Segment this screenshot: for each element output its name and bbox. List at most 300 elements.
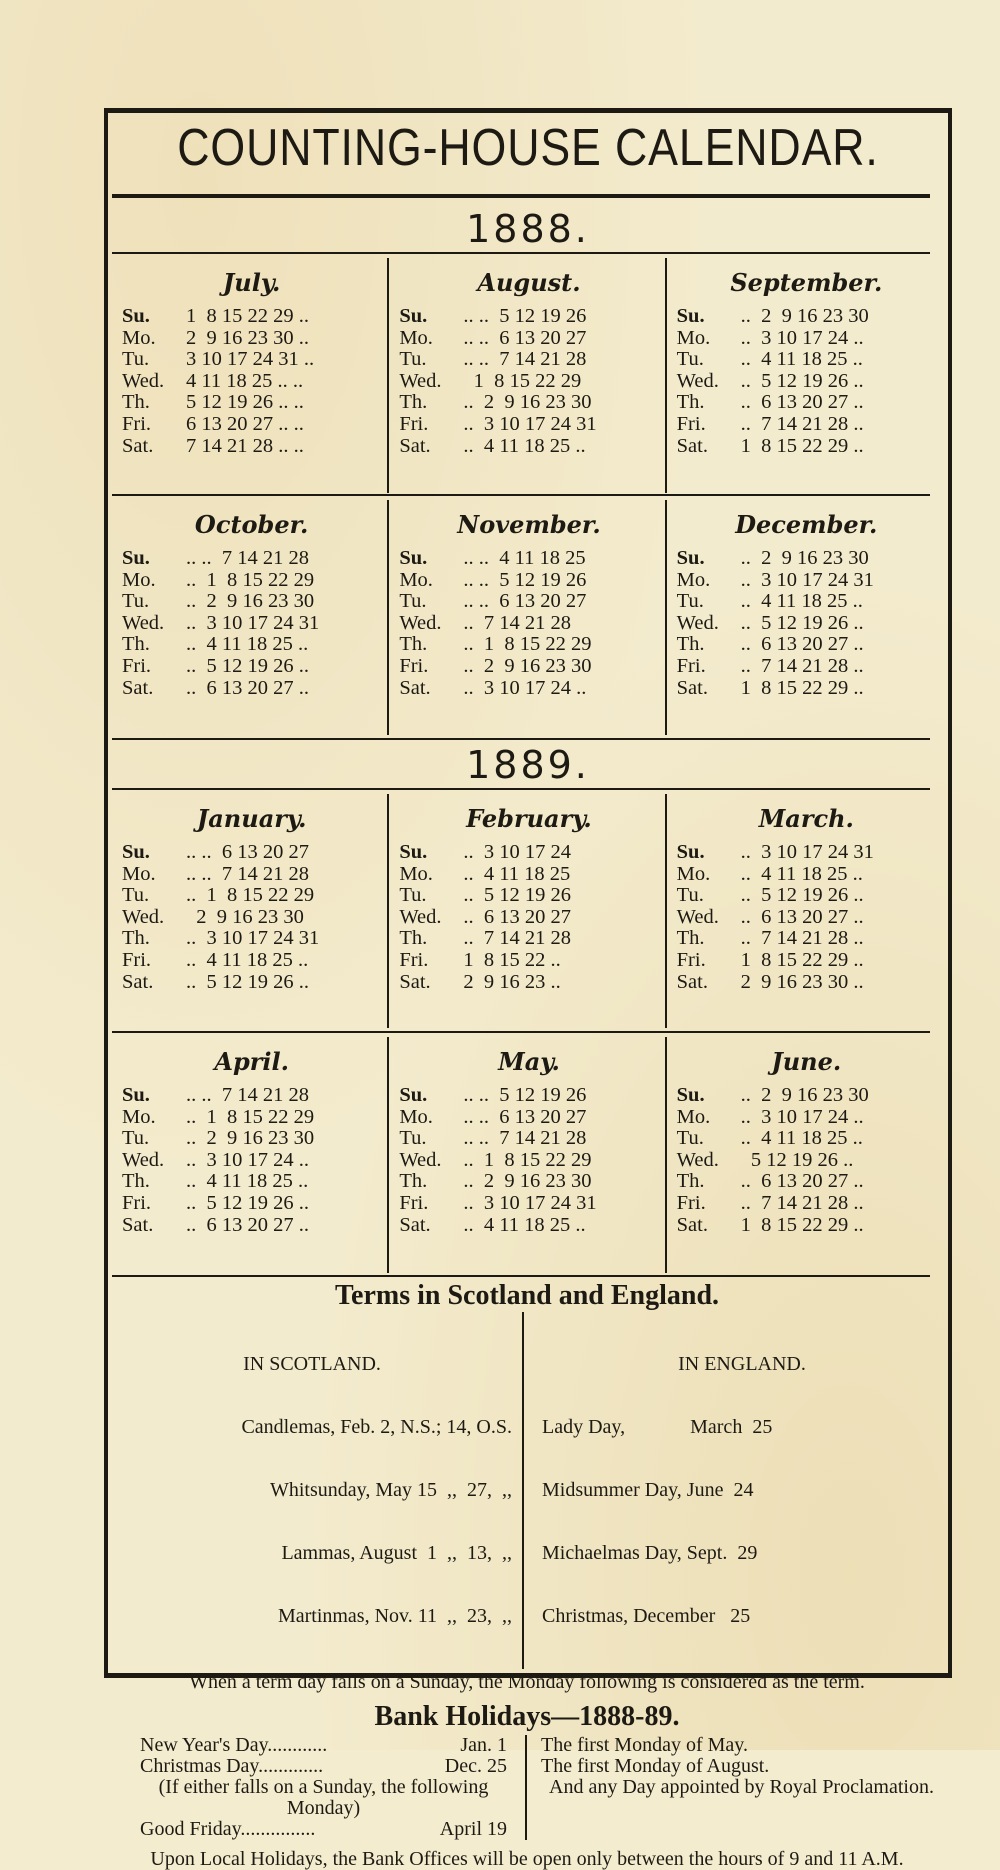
day-row xyxy=(677,436,936,458)
day-label: Su. xyxy=(399,841,428,863)
day-label: Fri. xyxy=(399,654,429,677)
day-label: Wed. xyxy=(122,611,165,634)
terms-columns xyxy=(112,1312,942,1669)
day-row xyxy=(399,1107,658,1129)
day-row xyxy=(122,634,381,656)
day-row xyxy=(122,436,381,458)
england-heading: IN ENGLAND. xyxy=(678,1353,806,1375)
day-dates: 1 8 15 22 29 .. xyxy=(186,305,309,327)
day-dates: .. 4 11 18 25 .. xyxy=(740,590,863,613)
day-label: Tu. xyxy=(676,348,704,371)
day-dates: .. .. 6 13 20 27 xyxy=(186,841,309,863)
day-label: Th. xyxy=(122,633,150,656)
day-label: Fri. xyxy=(676,412,706,435)
day-row xyxy=(399,634,658,656)
day-label: Th. xyxy=(399,633,428,656)
day-row xyxy=(677,1150,936,1172)
day-label: Tu. xyxy=(122,590,150,613)
scotland-term: Martinmas, Nov. 11 ,, 23, ,, xyxy=(277,1605,512,1627)
day-row xyxy=(399,613,658,635)
day-dates: 1 8 15 22 29 .. xyxy=(740,1213,864,1236)
day-dates: .. 3 10 17 24 xyxy=(463,841,571,863)
day-label: Fri. xyxy=(399,1191,429,1214)
day-dates: 1 8 15 22 29 .. xyxy=(740,434,864,457)
holiday-rule: The first Monday of August. xyxy=(541,1755,770,1777)
day-label: Tu. xyxy=(676,590,704,613)
day-row xyxy=(399,548,658,570)
day-label: Tu. xyxy=(676,1127,704,1150)
holiday-row xyxy=(140,1735,525,1756)
day-dates: .. 7 14 21 28 .. xyxy=(740,412,864,435)
day-label: Th. xyxy=(122,391,150,414)
day-row xyxy=(399,371,658,393)
month-block xyxy=(389,500,666,735)
day-row xyxy=(677,972,936,994)
day-row xyxy=(399,1171,658,1193)
day-label: Sat. xyxy=(122,434,154,457)
month-block xyxy=(667,794,942,1028)
scotland-heading: IN SCOTLAND. xyxy=(243,1353,381,1375)
day-dates: .. 6 13 20 27 .. xyxy=(186,676,309,699)
day-label: Mo. xyxy=(676,862,711,885)
day-dates: .. 2 9 16 23 30 xyxy=(740,305,869,327)
month-row xyxy=(112,500,942,735)
day-label: Su. xyxy=(399,1084,428,1106)
day-label: Th. xyxy=(122,1170,150,1193)
terms-heading: Terms in Scotland and England. xyxy=(334,1280,720,1311)
day-label: Sat. xyxy=(399,676,431,699)
day-row xyxy=(122,414,381,436)
holiday-row xyxy=(140,1819,525,1840)
day-label: Sat. xyxy=(676,434,708,457)
month-name: November. xyxy=(457,510,601,539)
day-row xyxy=(399,436,658,458)
day-dates: 1 8 15 22 29 .. xyxy=(740,948,864,971)
day-row xyxy=(399,1215,658,1237)
day-dates: .. 3 10 17 24 31 xyxy=(463,1191,597,1214)
day-dates: .. 7 14 21 28 .. xyxy=(740,654,864,677)
month-block xyxy=(112,794,389,1028)
day-dates: .. 4 11 18 25 .. xyxy=(740,1127,863,1150)
day-row xyxy=(122,864,381,886)
day-label: Th. xyxy=(676,391,705,414)
month-block xyxy=(112,258,389,493)
day-row xyxy=(122,1171,381,1193)
day-label: Tu. xyxy=(122,1127,150,1150)
day-dates: .. .. 5 12 19 26 xyxy=(463,1084,587,1106)
day-label: Su. xyxy=(122,305,150,327)
day-dates: .. .. 7 14 21 28 xyxy=(186,1084,309,1106)
day-dates: 2 9 16 23 30 .. xyxy=(186,326,309,349)
month-name: December. xyxy=(735,510,878,539)
day-row xyxy=(122,591,381,613)
day-row xyxy=(677,1128,936,1150)
day-label: Su. xyxy=(676,305,705,327)
month-block xyxy=(389,258,666,493)
day-row xyxy=(677,613,936,635)
month-grid-1889-row2 xyxy=(112,1037,942,1273)
day-dates: .. 2 9 16 23 30 xyxy=(740,1084,869,1106)
day-row xyxy=(122,928,381,950)
day-dates: 1 8 15 22 29 xyxy=(463,369,582,392)
day-dates: .. 6 13 20 27 .. xyxy=(740,1170,864,1193)
day-dates: .. 3 10 17 24 .. xyxy=(740,326,864,349)
day-dates: .. 1 8 15 22 29 xyxy=(186,1105,315,1128)
day-label: Sat. xyxy=(122,676,154,699)
day-row xyxy=(122,392,381,414)
day-dates: .. 2 9 16 23 30 xyxy=(463,391,592,414)
year-heading-1889: 1889. xyxy=(466,743,590,787)
holiday-note: (If either falls on a Sunday, the following Monday) xyxy=(158,1776,489,1819)
day-label: Th. xyxy=(399,927,428,950)
england-term: Lady Day, March 25 xyxy=(542,1416,773,1438)
day-row xyxy=(677,570,936,592)
day-label: Su. xyxy=(122,547,150,569)
month-grid-1888-row2 xyxy=(112,500,942,735)
day-row xyxy=(399,656,658,678)
day-row xyxy=(399,1193,658,1215)
day-row xyxy=(677,885,936,907)
day-dates: .. 4 11 18 25 .. xyxy=(463,434,586,457)
day-dates: 2 9 16 23 30 .. xyxy=(740,970,864,993)
day-label: Fri. xyxy=(399,948,429,971)
day-row xyxy=(122,570,381,592)
day-dates: .. 4 11 18 25 .. xyxy=(740,862,863,885)
day-row xyxy=(122,1085,381,1107)
day-row xyxy=(677,656,936,678)
day-dates: .. 7 14 21 28 xyxy=(463,611,571,634)
day-row xyxy=(122,950,381,972)
day-dates: .. 4 11 18 25 .. xyxy=(463,1213,586,1236)
day-label: Fri. xyxy=(676,1191,706,1214)
day-dates: .. 3 10 17 24 31 xyxy=(740,568,874,591)
divider xyxy=(112,788,930,790)
day-label: Mo. xyxy=(676,568,711,591)
day-label: Tu. xyxy=(676,884,704,907)
day-row xyxy=(122,613,381,635)
bank-holidays-heading: Bank Holidays—1888-89. xyxy=(374,1701,680,1732)
month-block xyxy=(667,500,942,735)
scotland-term: Whitsunday, May 15 ,, 27, ,, xyxy=(269,1479,512,1501)
day-row xyxy=(122,371,381,393)
day-row xyxy=(122,349,381,371)
year-heading-1888: 1888. xyxy=(466,207,590,251)
day-dates: .. 3 10 17 24 31 xyxy=(740,841,874,863)
day-row xyxy=(399,1150,658,1172)
day-label: Wed. xyxy=(399,369,442,392)
day-row xyxy=(122,972,381,994)
day-dates: .. 1 8 15 22 29 xyxy=(186,884,315,907)
day-row xyxy=(399,349,658,371)
day-dates: .. 2 9 16 23 30 xyxy=(186,1127,315,1150)
day-label: Su. xyxy=(399,547,428,569)
day-label: Fri. xyxy=(676,654,706,677)
day-dates: .. 5 12 19 26 .. xyxy=(186,1191,309,1214)
day-dates: .. 6 13 20 27 .. xyxy=(186,1213,309,1236)
day-label: Tu. xyxy=(399,1127,427,1150)
day-row xyxy=(677,1085,936,1107)
day-dates: .. 3 10 17 24 31 xyxy=(186,927,320,950)
day-dates: .. 3 10 17 24 31 xyxy=(463,412,597,435)
day-dates: .. 6 13 20 27 .. xyxy=(740,391,864,414)
day-row xyxy=(677,392,936,414)
day-label: Wed. xyxy=(676,905,719,928)
day-row xyxy=(399,392,658,414)
day-row xyxy=(122,306,381,328)
day-dates: .. 3 10 17 24 31 xyxy=(186,611,320,634)
holiday-label: Good Friday............... xyxy=(140,1818,316,1840)
day-row xyxy=(677,1107,936,1129)
day-row xyxy=(677,928,936,950)
day-dates: .. 3 10 17 24 .. xyxy=(740,1105,864,1128)
day-label: Tu. xyxy=(399,884,427,907)
day-dates: 3 10 17 24 31 .. xyxy=(186,348,315,371)
divider xyxy=(112,1031,930,1033)
day-row xyxy=(122,1193,381,1215)
month-grid-1889-row1 xyxy=(112,794,942,1028)
day-label: Fri. xyxy=(676,948,706,971)
day-dates: .. 7 14 21 28 .. xyxy=(740,1191,864,1214)
holiday-label: New Year's Day............ xyxy=(140,1734,328,1756)
day-dates: 1 8 15 22 29 .. xyxy=(740,676,864,699)
day-label: Fri. xyxy=(122,412,152,435)
day-dates: .. 2 9 16 23 30 xyxy=(463,1170,592,1193)
england-term: Michaelmas Day, Sept. 29 xyxy=(542,1542,758,1564)
day-label: Fri. xyxy=(399,412,429,435)
day-dates: .. 2 9 16 23 30 xyxy=(463,654,592,677)
day-dates: .. 1 8 15 22 29 xyxy=(186,568,315,591)
day-dates: .. 5 12 19 26 .. xyxy=(740,369,864,392)
day-label: Wed. xyxy=(399,611,442,634)
day-label: Mo. xyxy=(399,568,433,591)
day-dates: 6 13 20 27 .. .. xyxy=(186,412,304,435)
day-dates: .. .. 7 14 21 28 xyxy=(186,547,309,569)
day-row xyxy=(399,972,658,994)
day-row xyxy=(399,414,658,436)
day-label: Tu. xyxy=(122,884,150,907)
day-row xyxy=(122,656,381,678)
england-term: Midsummer Day, June 24 xyxy=(542,1479,754,1501)
day-label: Wed. xyxy=(399,1148,442,1171)
day-row xyxy=(122,548,381,570)
day-dates: 1 8 15 22 .. xyxy=(463,948,561,971)
day-label: Fri. xyxy=(122,654,152,677)
day-row xyxy=(122,678,381,700)
month-row xyxy=(112,1037,942,1273)
day-label: Mo. xyxy=(122,1105,156,1128)
day-label: Mo. xyxy=(399,326,433,349)
day-dates: .. 4 11 18 25 xyxy=(463,862,571,885)
page-title: COUNTING-HOUSE CALENDAR. xyxy=(177,119,879,177)
day-row xyxy=(399,885,658,907)
month-name: June. xyxy=(771,1047,842,1076)
terms-note: When a term day falls on a Sunday, the Monday following is considered as the term. xyxy=(189,1671,865,1693)
month-block xyxy=(389,1037,666,1273)
day-label: Wed. xyxy=(399,905,442,928)
day-row xyxy=(677,349,936,371)
month-name: August. xyxy=(477,268,581,297)
day-label: Th. xyxy=(676,1170,705,1193)
day-label: Tu. xyxy=(399,348,427,371)
day-row xyxy=(122,1128,381,1150)
holiday-rule: The first Monday of May. xyxy=(541,1734,748,1756)
day-row xyxy=(677,328,936,350)
day-label: Th. xyxy=(399,391,428,414)
day-row xyxy=(122,1215,381,1237)
day-dates: .. 4 11 18 25 .. xyxy=(740,348,863,371)
month-grid-1888-row1 xyxy=(112,258,942,493)
day-row xyxy=(677,548,936,570)
day-row xyxy=(399,591,658,613)
day-dates: .. .. 5 12 19 26 xyxy=(463,568,587,591)
divider xyxy=(112,194,930,198)
scotland-term: Candlemas, Feb. 2, N.S.; 14, O.S. xyxy=(241,1416,512,1438)
day-label: Wed. xyxy=(122,1148,165,1171)
day-dates: .. 1 8 15 22 29 xyxy=(463,633,592,656)
day-dates: .. 7 14 21 28 .. xyxy=(740,927,864,950)
month-name: October. xyxy=(194,510,309,539)
month-row xyxy=(112,794,942,1028)
day-label: Wed. xyxy=(676,611,719,634)
day-dates: .. .. 7 14 21 28 xyxy=(463,348,587,371)
day-label: Wed. xyxy=(122,905,165,928)
day-dates: .. .. 4 11 18 25 xyxy=(463,547,586,569)
day-label: Th. xyxy=(399,1170,428,1193)
day-row xyxy=(677,1171,936,1193)
day-row xyxy=(677,634,936,656)
day-dates: .. .. 7 14 21 28 xyxy=(186,862,309,885)
day-label: Su. xyxy=(122,841,150,863)
day-dates: .. 5 12 19 26 xyxy=(463,884,571,907)
day-dates: .. .. 6 13 20 27 xyxy=(463,326,587,349)
england-term: Christmas, December 25 xyxy=(542,1605,751,1627)
holiday-date: April 19 xyxy=(439,1818,507,1840)
day-label: Fri. xyxy=(122,948,152,971)
month-name: May. xyxy=(498,1047,560,1076)
day-label: Su. xyxy=(122,1084,150,1106)
divider xyxy=(112,1275,930,1277)
month-block xyxy=(112,1037,389,1273)
day-label: Mo. xyxy=(122,862,156,885)
month-name: July. xyxy=(222,268,281,297)
day-dates: .. 5 12 19 26 .. xyxy=(186,970,309,993)
day-dates: .. 3 10 17 24 .. xyxy=(463,676,587,699)
day-label: Th. xyxy=(676,633,705,656)
month-block xyxy=(389,794,666,1028)
day-label: Sat. xyxy=(122,970,154,993)
day-label: Su. xyxy=(676,1084,705,1106)
day-label: Th. xyxy=(676,927,705,950)
day-row xyxy=(399,864,658,886)
day-label: Su. xyxy=(676,547,705,569)
day-row xyxy=(122,885,381,907)
day-row xyxy=(677,371,936,393)
day-row xyxy=(122,1150,381,1172)
day-label: Sat. xyxy=(399,434,431,457)
england-terms xyxy=(524,1312,942,1669)
bank-holidays-columns xyxy=(112,1735,942,1840)
day-label: Su. xyxy=(676,841,705,863)
holiday-date: Dec. 25 xyxy=(444,1755,507,1777)
day-label: Tu. xyxy=(122,348,150,371)
day-label: Mo. xyxy=(399,1105,433,1128)
terms-section xyxy=(112,1280,942,1870)
day-dates: .. 4 11 18 25 .. xyxy=(186,1170,309,1193)
day-label: Wed. xyxy=(676,1148,719,1171)
day-label: Wed. xyxy=(676,369,719,392)
bank-footer-note: Upon Local Holidays, the Bank Offices will be open only between the hours of 9 and 11 A.M. xyxy=(150,1848,904,1870)
day-dates: .. 6 13 20 27 .. xyxy=(740,905,864,928)
month-name: January. xyxy=(196,804,307,833)
day-row xyxy=(399,907,658,929)
day-label: Sat. xyxy=(122,1213,154,1236)
day-dates: .. 4 11 18 25 .. xyxy=(186,948,309,971)
month-block xyxy=(112,500,389,735)
day-label: Sat. xyxy=(399,1213,431,1236)
day-row xyxy=(122,1107,381,1129)
day-dates: .. .. 6 13 20 27 xyxy=(463,590,587,613)
day-row xyxy=(399,842,658,864)
divider xyxy=(112,738,930,740)
day-row xyxy=(677,591,936,613)
month-name: April. xyxy=(214,1047,289,1076)
day-label: Su. xyxy=(399,305,428,327)
day-row xyxy=(677,1215,936,1237)
day-label: Mo. xyxy=(122,568,156,591)
day-dates: .. 2 9 16 23 30 xyxy=(186,590,315,613)
day-label: Tu. xyxy=(399,590,427,613)
holiday-date: Jan. 1 xyxy=(460,1734,507,1756)
day-dates: .. .. 6 13 20 27 xyxy=(463,1105,587,1128)
day-label: Sat. xyxy=(676,1213,708,1236)
month-block xyxy=(667,258,942,493)
holiday-row xyxy=(140,1756,525,1777)
day-dates: .. 1 8 15 22 29 xyxy=(463,1148,592,1171)
day-row xyxy=(122,842,381,864)
day-row xyxy=(122,328,381,350)
divider xyxy=(112,252,930,254)
day-row xyxy=(677,907,936,929)
day-label: Sat. xyxy=(676,970,708,993)
day-dates: 2 9 16 23 .. xyxy=(463,970,561,993)
day-row xyxy=(399,678,658,700)
day-dates: .. 3 10 17 24 .. xyxy=(186,1148,309,1171)
day-label: Th. xyxy=(122,927,150,950)
day-dates: .. .. 7 14 21 28 xyxy=(463,1127,587,1150)
day-label: Mo. xyxy=(676,1105,711,1128)
day-row xyxy=(677,950,936,972)
day-dates: .. 5 12 19 26 .. xyxy=(740,611,864,634)
day-row xyxy=(399,1128,658,1150)
month-name: February. xyxy=(466,804,592,833)
day-dates: 5 12 19 26 .. .. xyxy=(186,391,304,414)
day-dates: .. 5 12 19 26 .. xyxy=(740,884,864,907)
month-name: March. xyxy=(758,804,854,833)
day-dates: 2 9 16 23 30 xyxy=(186,905,304,928)
day-label: Mo. xyxy=(399,862,433,885)
day-row xyxy=(122,907,381,929)
holiday-rule: And any Day appointed by Royal Proclamation. xyxy=(549,1776,934,1798)
day-row xyxy=(399,928,658,950)
month-block xyxy=(667,1037,942,1273)
month-name: September. xyxy=(730,268,883,297)
day-row xyxy=(677,1193,936,1215)
day-row xyxy=(399,306,658,328)
divider xyxy=(112,494,930,496)
day-row xyxy=(399,328,658,350)
month-row xyxy=(112,258,942,493)
day-dates: .. 6 13 20 27 .. xyxy=(740,633,864,656)
